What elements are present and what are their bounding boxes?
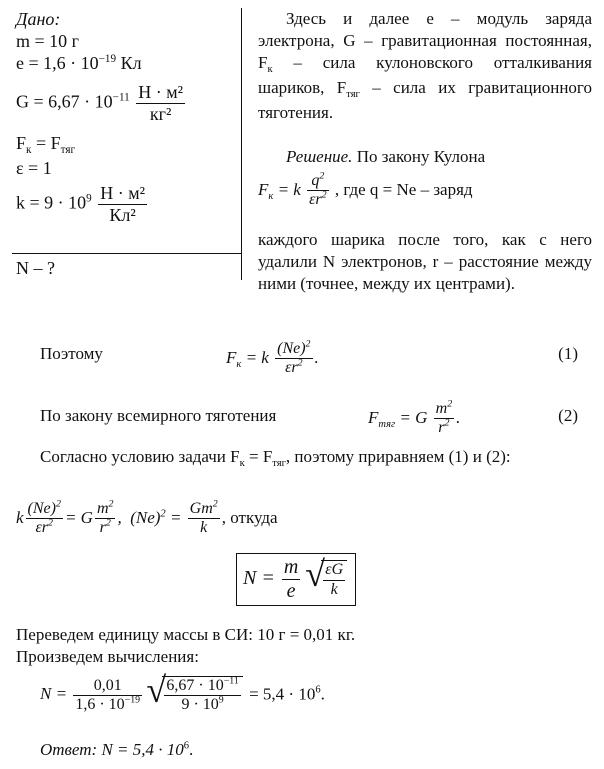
boxed-result-formula: N = $\frac{m}{e}$ √ $\frac{\varepsilon G}{k}$ [236, 553, 356, 606]
notes-block [258, 8, 592, 124]
given-divider-vertical [241, 8, 242, 280]
equating-line: k $\frac{(Ne)^2}{\varepsilon r^2}$ = G $\frac{m^2}{r^2}$ , $(Ne)^2$ = $\frac{Gm^2}{k}$ , откуда [16, 498, 278, 537]
convert-text: Переведем единицу массы в СИ: 10 г = 0,01 кг. [16, 625, 356, 644]
calc-fraction: $\frac{0,01}{1,6 \cdot 10^{-19}}$ [75, 676, 141, 713]
equation-1-number: (1) [558, 344, 578, 363]
equation-1: $F_к = k$ $\frac{(Ne)^2}{\varepsilon r^2}$ . [226, 338, 319, 377]
given-find: N – ? [16, 258, 55, 278]
solution-heading: Решение. По закону Кулона [286, 147, 486, 166]
given-mass: m = 10 г [16, 31, 80, 51]
given-g-unit: $\frac{\text{Н · м²}}{\text{кг²}}$ [138, 82, 183, 124]
given-k-unit: $\frac{\text{Н · м²}}{\text{Кл²}}$ [100, 183, 146, 226]
condition-text: Согласно условию задачи $F_к = F_{тяг}$, поэтому приравняем (1) и (2): [40, 447, 511, 469]
given-force-equality: $F_к = F_{тяг}$ [16, 133, 76, 157]
compute-text: Произведем вычисления: [16, 647, 199, 666]
given-gravity-constant: $G = 6,67 \cdot 10^{-11}$ $\frac{\text{Н · м²}}{\text{кг²}}$ [16, 82, 183, 124]
document-page: Дано: m = 10 г $e = 1,6 \cdot 10^{-19}$ Кл $G = 6,67 \cdot 10^{-11}$ $\frac{\text{Н · м²}}{\text{кг²}}$ $F_к = F_{тяг}$ ε = 1 $k = 9 \cdot 10^9$ $\frac{\text{Н · м²}}{\text{Кл²}}$ N – ? Здесь и далее e – модуль заряда электрона, G – гравитационная постоянная, $F_к$ – сила кулоновского отталкивания шариков, $F_{тяг}$ – сила их гравитационного тяготения. Решение. По закону Кулона $F_к = k$ $\frac{q^2}{\varepsilon r^2}$ , где q = Ne – заряд каждого шарика после того, как с него удалили N электронов, r – расстояние между ними (точнее, между их центрами). Поэтому $F_к = k$ $\frac{(Ne)^2}{\varepsilon r^2}$ . (1) По закону всемирного тяготения $F_{тяг} = G$ $\frac{m^2}{r^2}$ . (2) Согласно условию задачи $F_к = F_{тяг}$, поэтому приравняем (1) и (2): k $\frac{(Ne)^2}{\varepsilon r^2}$ = G $\frac{m^2}{r^2}$ , $(Ne)^2$ = $\frac{Gm^2}{k}$ , откуда N = $\frac{m}{e}$ √ $\frac{\varepsilon G}{k}$ Переведем единицу массы в СИ: 10 г = 0,01 кг. Произведем вычисления: N = $\frac{0,01}{1,6 \cdot 10^{-19}}$ √ $\frac{6,67 \cdot 10^{-11}}{9 \cdot 10^9}$ = $5,4 \cdot 10^6$. Ответ: $N = 5,4 \cdot 10^6$. [0, 0, 604, 769]
coulomb-fraction: $\frac{q^2}{\varepsilon r^2}$ [309, 170, 327, 209]
answer-line: Ответ: $N = 5,4 \cdot 10^6$. [16, 740, 592, 760]
solution-label: Решение. [286, 147, 353, 166]
solution-continuation: каждого шарика после того, как с него удалили N электронов, r – расстояние между ними (точнее, между их центрами). [258, 230, 592, 293]
given-divider-horizontal [12, 253, 241, 254]
calculation-line: N = $\frac{0,01}{1,6 \cdot 10^{-19}}$ √ $\frac{6,67 \cdot 10^{-11}}{9 \cdot 10^9}$ = $5,4 \cdot 10^6$. [16, 676, 592, 715]
given-epsilon: ε = 1 [16, 158, 52, 179]
notes-paragraph: Здесь и далее e – модуль заряда электрона, G – гравитационная постоянная, $F_к$ – сила кулоновского отталкивания шариков, $F_{тяг}$ – сила их гравитационного тяготения. [258, 9, 592, 122]
equation-2: $F_{тяг} = G$ $\frac{m^2}{r^2}$ . [368, 398, 461, 437]
calc-radical: √ $\frac{6,67 \cdot 10^{-11}}{9 \cdot 10^9}$ [148, 676, 244, 715]
equation-2-number: (2) [558, 406, 578, 425]
coulomb-formula-line: $F_к = k$ $\frac{q^2}{\varepsilon r^2}$ , где q = Ne – заряд [258, 170, 473, 209]
answer-label: Ответ: [40, 740, 98, 759]
given-charge: $e = 1,6 \cdot 10^{-19}$ Кл [16, 53, 142, 73]
given-block [16, 8, 240, 226]
given-k-constant: $k = 9 \cdot 10^9$ $\frac{\text{Н · м²}}{\text{Кл²}}$ [16, 183, 146, 226]
given-header: Дано: [16, 9, 61, 29]
